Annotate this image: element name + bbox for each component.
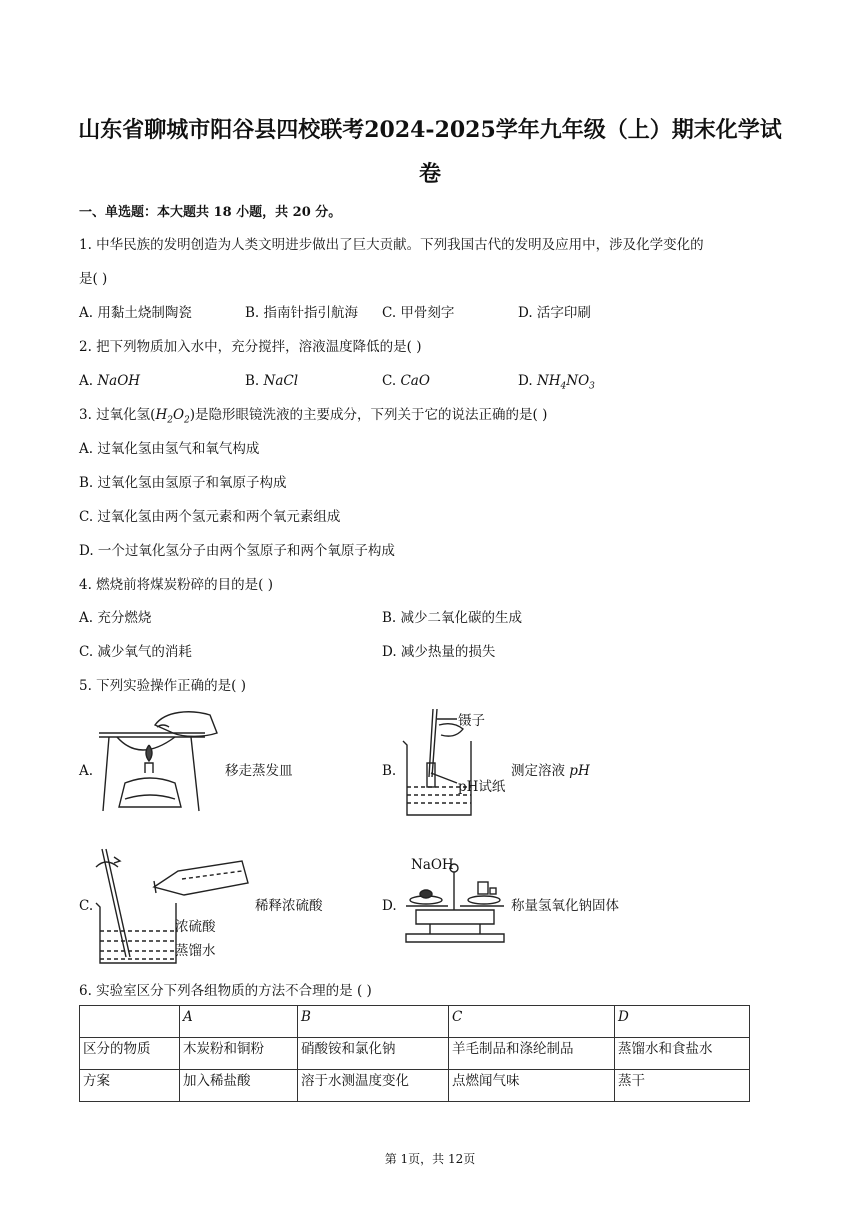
q3-option-a: A. 过氧化氢由氢气和氧气构成 [79, 441, 260, 457]
table-cell: 木炭粉和铜粉 [180, 1038, 298, 1070]
table-header-cell: A [180, 1006, 298, 1038]
tweezers-label: 镊子 [458, 713, 485, 729]
naoh-label: NaOH [411, 857, 454, 873]
q2-option-a: A. NaOH [79, 373, 141, 389]
distilled-water-label: 蒸馏水 [175, 943, 216, 959]
table-header-cell: C [449, 1006, 615, 1038]
table-cell: 蒸馏水和食盐水 [615, 1038, 750, 1070]
q3-option-b: B. 过氧化氢由氢原子和氧原子构成 [79, 475, 287, 491]
table-cell: 加入稀盐酸 [180, 1070, 298, 1102]
section-heading: 一、单选题：本大题共 18 小题，共 20 分。 [79, 205, 342, 220]
ph-paper-label: pH试纸 [458, 779, 506, 795]
q1-option-a: A. 用黏土烧制陶瓷 [79, 305, 192, 321]
q5-option-a-label: A. [79, 763, 94, 779]
table-cell: 区分的物质 [80, 1038, 180, 1070]
q4-option-a: A. 充分燃烧 [79, 610, 152, 626]
table-cell: 点燃闻气味 [449, 1070, 615, 1102]
q2-stem: 2. 把下列物质加入水中，充分搅拌，溶液温度降低的是( ) [79, 339, 422, 355]
table-header-cell: D [615, 1006, 750, 1038]
q5-stem: 5. 下列实验操作正确的是( ) [79, 678, 246, 694]
q3-option-d: D. 一个过氧化氢分子由两个氢原子和两个氧原子构成 [79, 543, 395, 559]
q5-option-a-text: 移走蒸发皿 [225, 763, 293, 779]
dilute-acid-figure [92, 845, 252, 967]
q5-option-c-text: 稀释浓硫酸 [255, 898, 323, 914]
table-cell: 溶于水测温度变化 [298, 1070, 449, 1102]
q4-option-d: D. 减少热量的损失 [382, 644, 496, 660]
evaporating-dish-figure [95, 703, 220, 823]
q2-option-b: B. NaCl [245, 373, 299, 389]
q2-option-d: D. $NH_4NO_3$ [518, 373, 595, 392]
q4-stem: 4. 燃烧前将煤炭粉碎的目的是( ) [79, 577, 273, 593]
q5-option-d-label: D. [382, 898, 397, 914]
ph-test-figure [395, 703, 505, 823]
q1-option-b: B. 指南针指引航海 [245, 305, 359, 321]
q2-option-c: C. CaO [382, 373, 430, 389]
table-row [80, 1070, 750, 1102]
q6-stem: 6. 实验室区分下列各组物质的方法不合理的是 ( ) [79, 983, 372, 999]
q4-option-c: C. 减少氧气的消耗 [79, 644, 192, 660]
table-cell: 蒸干 [615, 1070, 750, 1102]
q1-stem-line1: 1. 中华民族的发明创造为人类文明进步做出了巨大贡献。下列我国古代的发明及应用中，涉及化学变化的 [79, 237, 704, 253]
q5-option-d-text: 称量氢氧化钠固体 [511, 898, 619, 914]
q1-option-c: C. 甲骨刻字 [382, 305, 455, 321]
table-header-row [80, 1006, 750, 1038]
table-row [80, 1038, 750, 1070]
exam-title-line2: 卷 [418, 161, 441, 187]
q5-option-b-text: 测定溶液 pH [511, 763, 590, 779]
q4-option-b: B. 减少二氧化碳的生成 [382, 610, 523, 626]
table-cell: 硝酸铵和氯化钠 [298, 1038, 449, 1070]
table-cell: 羊毛制品和涤纶制品 [449, 1038, 615, 1070]
q1-stem-line2: 是( ) [79, 271, 108, 287]
q1-option-d: D. 活字印刷 [518, 305, 591, 321]
conc-acid-label: 浓硫酸 [175, 919, 216, 935]
table-cell: 方案 [80, 1070, 180, 1102]
table-header-cell: B [298, 1006, 449, 1038]
exam-title-line1: 山东省聊城市阳谷县四校联考2024-2025学年九年级（上）期末化学试 [78, 117, 782, 143]
q3-stem: 3. 过氧化氢$(H_2O_2)$是隐形眼镜洗液的主要成分，下列关于它的说法正确的是( ) [79, 407, 548, 426]
table-header-cell [80, 1006, 180, 1038]
q6-table [79, 1005, 750, 1102]
page-footer: 第 1页，共 12页 [384, 1152, 476, 1166]
q5-option-b-label: B. [382, 763, 397, 779]
q3-option-c: C. 过氧化氢由两个氢元素和两个氧元素组成 [79, 509, 341, 525]
q5-option-c-label: C. [79, 898, 94, 914]
